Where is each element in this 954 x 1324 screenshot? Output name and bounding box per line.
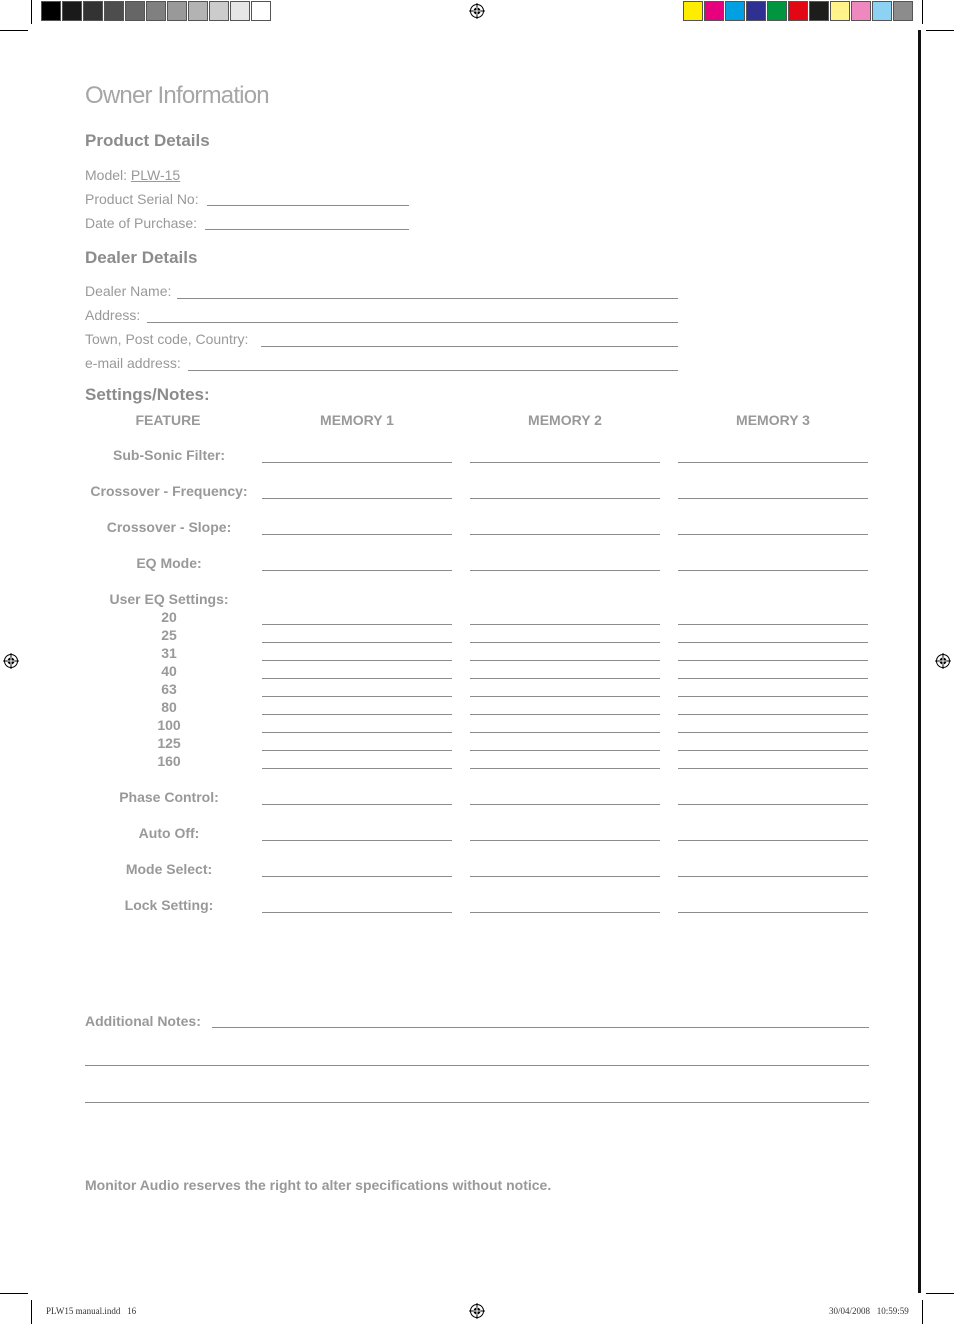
eq-band-label: 31 bbox=[161, 645, 177, 661]
column-header-feature: FEATURE bbox=[135, 412, 201, 428]
eq-band-label: 63 bbox=[161, 681, 177, 697]
feature-after-row-1-memory-1-line[interactable] bbox=[262, 840, 452, 841]
crop-mark bbox=[926, 30, 954, 31]
crop-mark bbox=[0, 30, 28, 31]
color-swatch bbox=[188, 1, 208, 21]
model-label: Model: bbox=[85, 167, 128, 183]
feature-row-3-memory-2-line[interactable] bbox=[470, 570, 660, 571]
page-edge-bar bbox=[918, 30, 921, 1293]
eq-band-label: 160 bbox=[157, 753, 181, 769]
color-swatch bbox=[167, 1, 187, 21]
eq-band-1-memory-2-line[interactable] bbox=[470, 642, 660, 643]
feature-after-row-0-memory-2-line[interactable] bbox=[470, 804, 660, 805]
eq-band-0-memory-3-line[interactable] bbox=[678, 624, 868, 625]
eq-band-label: 125 bbox=[157, 735, 181, 751]
feature-label: Auto Off: bbox=[138, 825, 200, 841]
feature-after-row-3-memory-1-line[interactable] bbox=[262, 912, 452, 913]
page-title: Owner Information bbox=[85, 82, 269, 109]
email-label: e-mail address: bbox=[85, 355, 181, 371]
eq-band-0-memory-2-line[interactable] bbox=[470, 624, 660, 625]
eq-band-4-memory-1-line[interactable] bbox=[262, 696, 452, 697]
feature-after-row-1-memory-3-line[interactable] bbox=[678, 840, 868, 841]
feature-row-1-memory-3-line[interactable] bbox=[678, 498, 868, 499]
town-input-line[interactable] bbox=[261, 346, 678, 347]
color-swatch bbox=[104, 1, 124, 21]
disclaimer: Monitor Audio reserves the right to alter specifications without notice. bbox=[85, 1177, 552, 1193]
color-swatch bbox=[788, 1, 808, 21]
feature-after-row-0-memory-1-line[interactable] bbox=[262, 804, 452, 805]
eq-band-4-memory-2-line[interactable] bbox=[470, 696, 660, 697]
feature-after-row-2-memory-3-line[interactable] bbox=[678, 876, 868, 877]
color-swatch bbox=[725, 1, 745, 21]
color-swatch bbox=[872, 1, 892, 21]
feature-after-row-2-memory-2-line[interactable] bbox=[470, 876, 660, 877]
feature-after-row-3-memory-3-line[interactable] bbox=[678, 912, 868, 913]
dealer-details-heading: Dealer Details bbox=[85, 248, 198, 267]
feature-row-3-memory-3-line[interactable] bbox=[678, 570, 868, 571]
color-swatch bbox=[893, 1, 913, 21]
eq-band-8-memory-1-line[interactable] bbox=[262, 768, 452, 769]
color-swatch bbox=[209, 1, 229, 21]
color-swatch bbox=[704, 1, 724, 21]
eq-band-label: 40 bbox=[161, 663, 177, 679]
purchase-date-input-line[interactable] bbox=[205, 229, 409, 230]
color-swatch bbox=[746, 1, 766, 21]
serial-label: Product Serial No: bbox=[85, 191, 199, 207]
eq-band-7-memory-3-line[interactable] bbox=[678, 750, 868, 751]
feature-row-0-memory-2-line[interactable] bbox=[470, 462, 660, 463]
eq-band-1-memory-1-line[interactable] bbox=[262, 642, 452, 643]
crop-mark bbox=[922, 0, 923, 24]
eq-band-7-memory-2-line[interactable] bbox=[470, 750, 660, 751]
product-details-heading: Product Details bbox=[85, 131, 210, 150]
feature-label: Crossover - Slope: bbox=[106, 519, 232, 535]
eq-band-0-memory-1-line[interactable] bbox=[262, 624, 452, 625]
color-calibration-bar bbox=[683, 1, 914, 21]
eq-band-3-memory-3-line[interactable] bbox=[678, 678, 868, 679]
crop-mark bbox=[926, 1293, 954, 1294]
model-field bbox=[85, 167, 186, 183]
dealer-name-input-line[interactable] bbox=[177, 298, 678, 299]
eq-band-label: 100 bbox=[157, 717, 181, 733]
eq-band-8-memory-3-line[interactable] bbox=[678, 768, 868, 769]
feature-label: Crossover - Frequency: bbox=[90, 483, 248, 499]
color-swatch bbox=[146, 1, 166, 21]
color-swatch bbox=[125, 1, 145, 21]
eq-band-2-memory-2-line[interactable] bbox=[470, 660, 660, 661]
footer-timestamp: 30/04/2008 10:59:59 bbox=[829, 1306, 909, 1316]
feature-row-2-memory-1-line[interactable] bbox=[262, 534, 452, 535]
footer-file-name: PLW15 manual.indd 16 bbox=[46, 1306, 137, 1316]
eq-band-6-memory-1-line[interactable] bbox=[262, 732, 452, 733]
feature-row-1-memory-2-line[interactable] bbox=[470, 498, 660, 499]
eq-band-2-memory-3-line[interactable] bbox=[678, 660, 868, 661]
color-swatch bbox=[251, 1, 271, 21]
eq-band-label: 25 bbox=[161, 627, 177, 643]
crop-mark bbox=[31, 1300, 32, 1324]
color-swatch bbox=[830, 1, 850, 21]
model-value: PLW-15 bbox=[130, 167, 181, 183]
color-swatch bbox=[851, 1, 871, 21]
eq-band-5-memory-1-line[interactable] bbox=[262, 714, 452, 715]
feature-after-row-0-memory-3-line[interactable] bbox=[678, 804, 868, 805]
crop-mark bbox=[0, 1293, 28, 1294]
eq-band-label: 80 bbox=[161, 699, 177, 715]
eq-band-8-memory-2-line[interactable] bbox=[470, 768, 660, 769]
feature-row-2-memory-2-line[interactable] bbox=[470, 534, 660, 535]
feature-after-row-1-memory-2-line[interactable] bbox=[470, 840, 660, 841]
notes-input-line[interactable] bbox=[85, 1065, 869, 1066]
feature-label: Lock Setting: bbox=[124, 897, 214, 913]
feature-label: EQ Mode: bbox=[136, 555, 202, 571]
feature-after-row-3-memory-2-line[interactable] bbox=[470, 912, 660, 913]
eq-band-3-memory-2-line[interactable] bbox=[470, 678, 660, 679]
purchase-date-label: Date of Purchase: bbox=[85, 215, 198, 231]
feature-row-0-memory-3-line[interactable] bbox=[678, 462, 868, 463]
eq-band-5-memory-3-line[interactable] bbox=[678, 714, 868, 715]
eq-band-5-memory-2-line[interactable] bbox=[470, 714, 660, 715]
address-label: Address: bbox=[85, 307, 141, 323]
feature-label: Mode Select: bbox=[125, 861, 213, 877]
user-eq-label: User EQ Settings: bbox=[109, 591, 229, 607]
color-swatch bbox=[83, 1, 103, 21]
feature-row-1-memory-1-line[interactable] bbox=[262, 498, 452, 499]
eq-band-2-memory-1-line[interactable] bbox=[262, 660, 452, 661]
eq-band-6-memory-3-line[interactable] bbox=[678, 732, 868, 733]
registration-mark-icon bbox=[469, 3, 485, 19]
registration-mark-icon bbox=[935, 653, 951, 669]
feature-label: Phase Control: bbox=[119, 789, 219, 805]
feature-row-3-memory-1-line[interactable] bbox=[262, 570, 452, 571]
feature-after-row-2-memory-1-line[interactable] bbox=[262, 876, 452, 877]
address-input-line[interactable] bbox=[147, 322, 678, 323]
crop-mark bbox=[922, 1300, 923, 1324]
email-input-line[interactable] bbox=[188, 370, 678, 371]
color-swatch bbox=[62, 1, 82, 21]
eq-band-6-memory-2-line[interactable] bbox=[470, 732, 660, 733]
column-header-memory-1: MEMORY 1 bbox=[320, 412, 394, 428]
additional-notes-label: Additional Notes: bbox=[85, 1013, 201, 1029]
column-header-memory-2: MEMORY 2 bbox=[528, 412, 602, 428]
eq-band-1-memory-3-line[interactable] bbox=[678, 642, 868, 643]
gray-calibration-bar bbox=[41, 1, 272, 21]
dealer-name-label: Dealer Name: bbox=[85, 283, 172, 299]
registration-mark-icon bbox=[3, 653, 19, 669]
notes-input-line[interactable] bbox=[212, 1027, 869, 1028]
crop-mark bbox=[31, 0, 32, 24]
notes-input-line[interactable] bbox=[85, 1102, 869, 1103]
eq-band-3-memory-1-line[interactable] bbox=[262, 678, 452, 679]
color-swatch bbox=[767, 1, 787, 21]
feature-label: Sub-Sonic Filter: bbox=[113, 447, 225, 463]
eq-band-7-memory-1-line[interactable] bbox=[262, 750, 452, 751]
serial-input-line[interactable] bbox=[207, 205, 409, 206]
registration-mark-icon bbox=[469, 1303, 485, 1319]
town-label: Town, Post code, Country: bbox=[85, 331, 249, 347]
eq-band-4-memory-3-line[interactable] bbox=[678, 696, 868, 697]
feature-row-2-memory-3-line[interactable] bbox=[678, 534, 868, 535]
feature-row-0-memory-1-line[interactable] bbox=[262, 462, 452, 463]
color-swatch bbox=[809, 1, 829, 21]
eq-band-label: 20 bbox=[161, 609, 177, 625]
color-swatch bbox=[683, 1, 703, 21]
color-swatch bbox=[230, 1, 250, 21]
settings-heading: Settings/Notes: bbox=[85, 385, 210, 404]
column-header-memory-3: MEMORY 3 bbox=[736, 412, 810, 428]
color-swatch bbox=[41, 1, 61, 21]
